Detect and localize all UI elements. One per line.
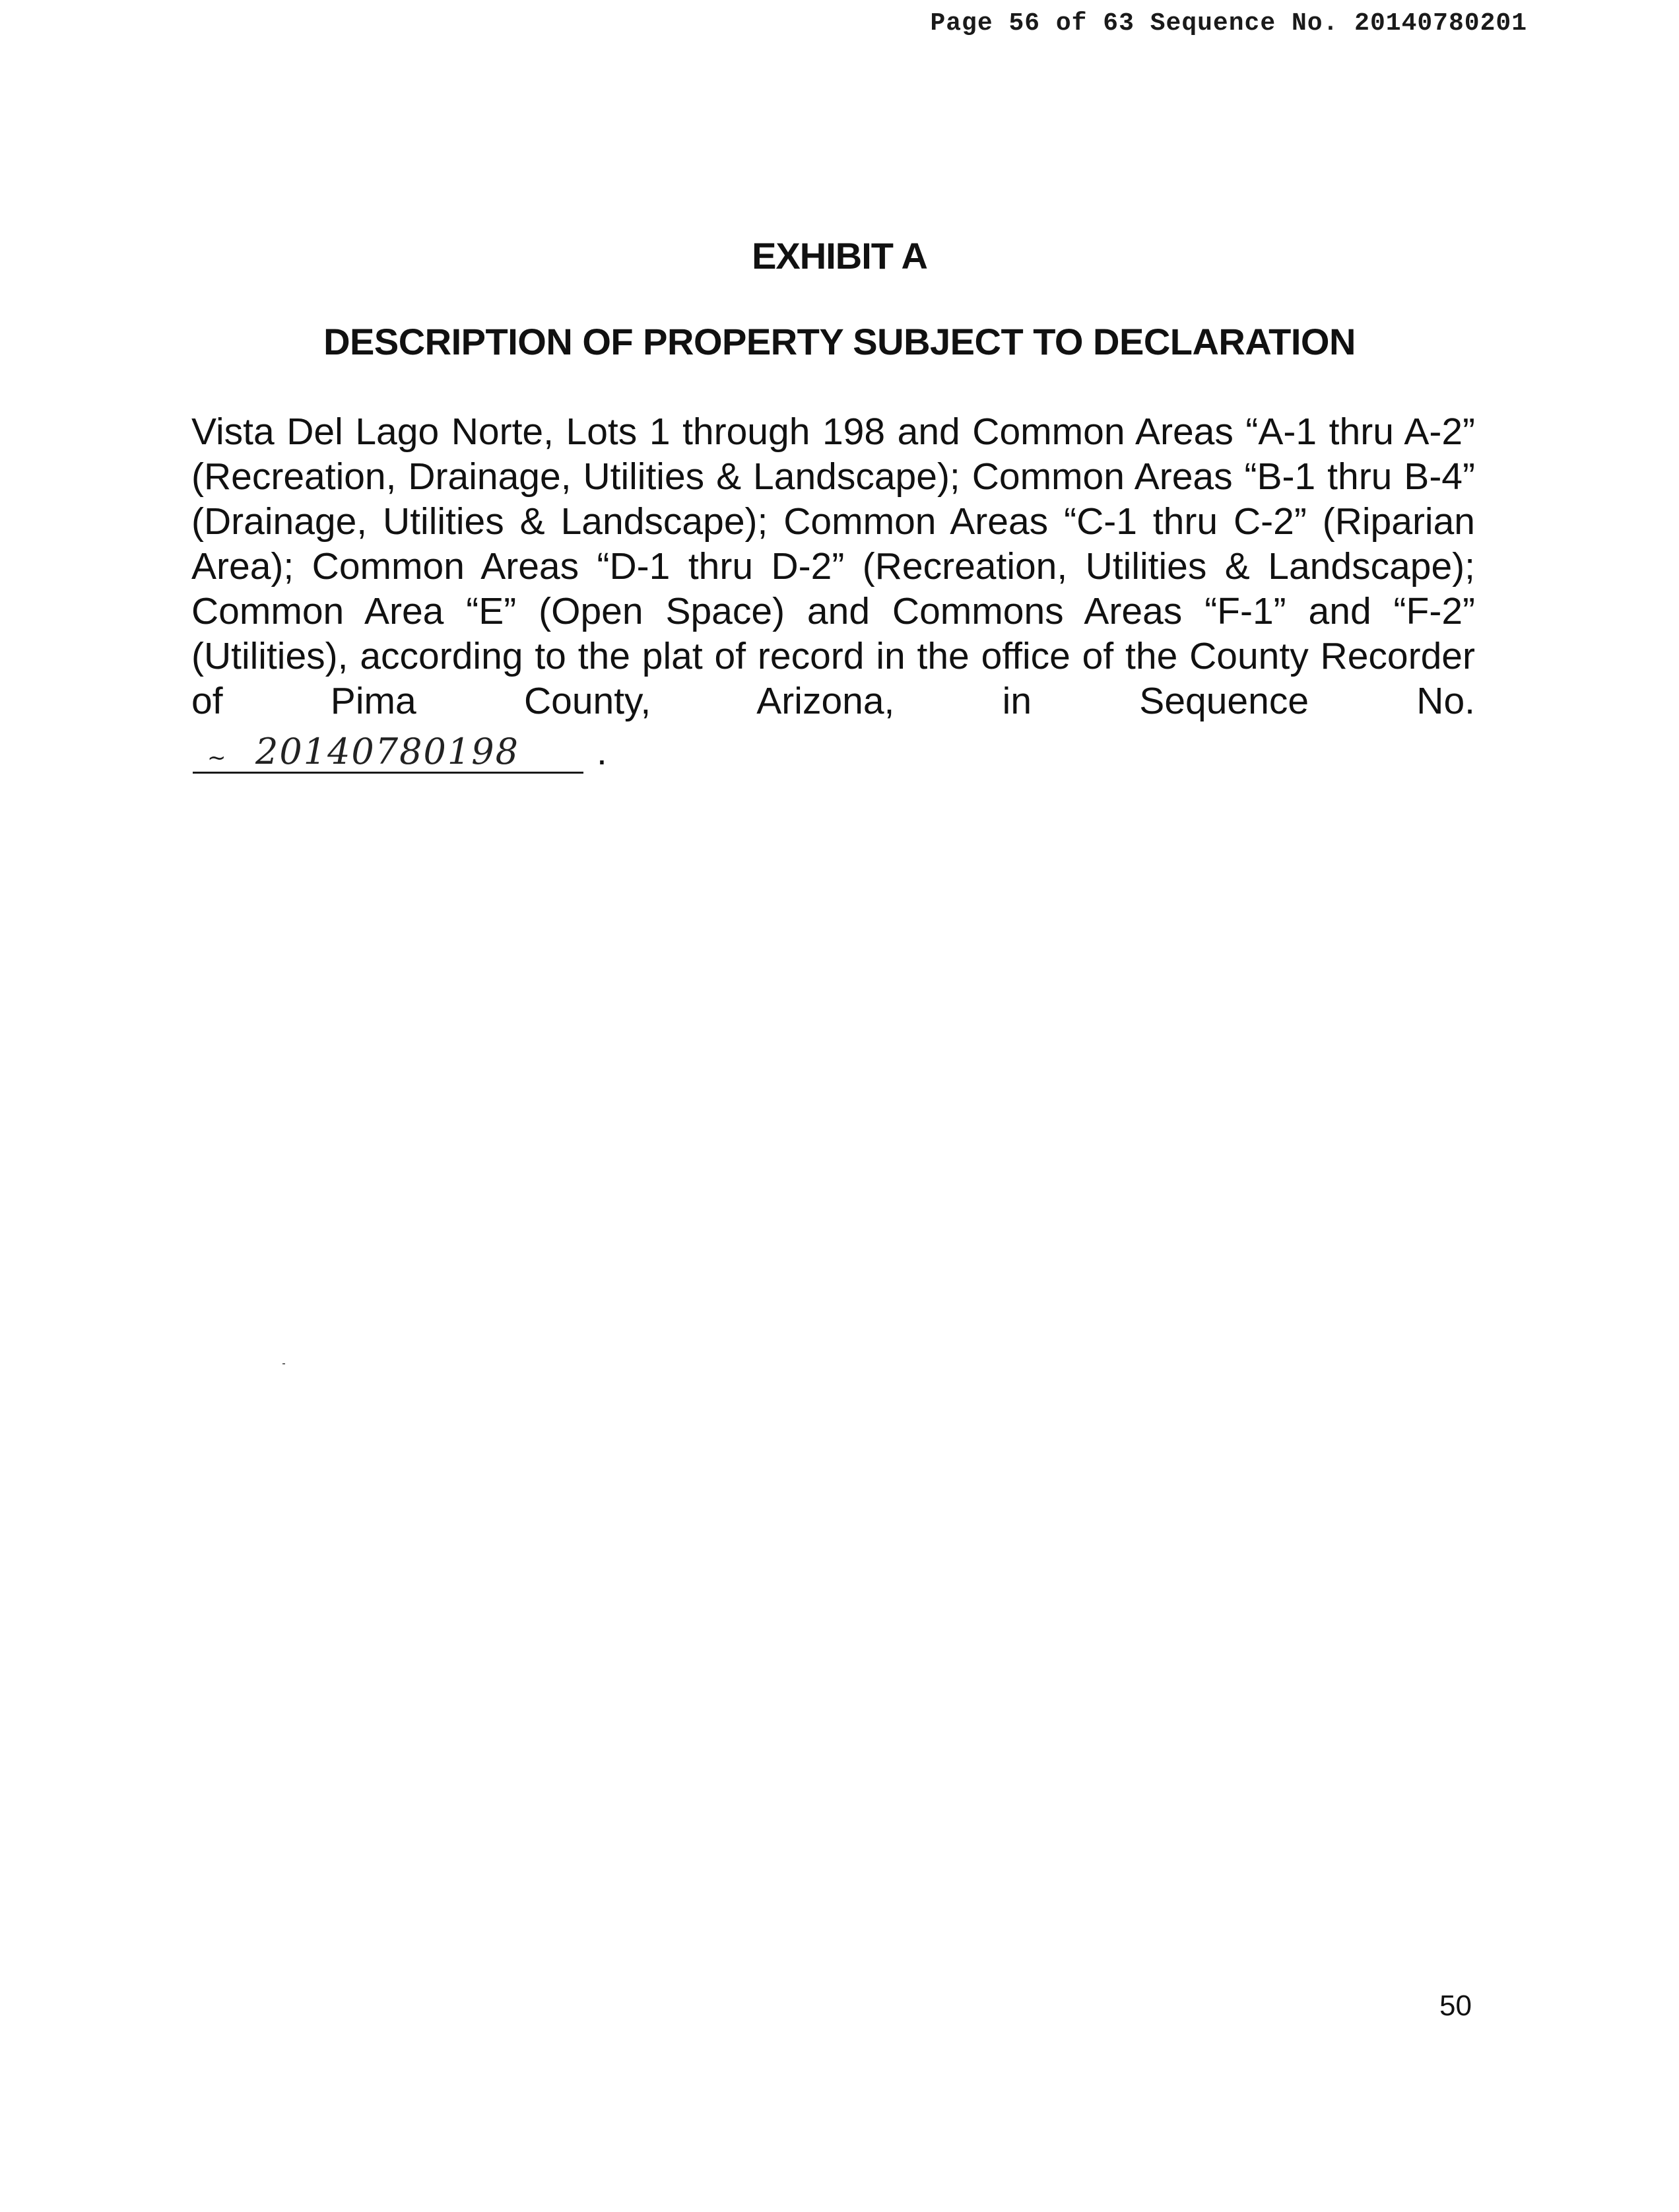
- recording-stamp: Page 56 of 63 Sequence No. 20140780201: [930, 9, 1527, 38]
- sequence-number-line: [193, 731, 607, 779]
- exhibit-subtitle: DESCRIPTION OF PROPERTY SUBJECT TO DECLARATION: [323, 321, 1356, 362]
- scan-speck: [282, 1363, 285, 1364]
- handwritten-sequence-number: 20140780198: [255, 731, 519, 772]
- property-description: Vista Del Lago Norte, Lots 1 through 198 and Common Areas “A-1 thru A-2” (Recreation, Drainage, Utilities & Landscape); Common Areas “B-1 thru B-4” (Drainage, Utilities & Landscape); Common Areas “C-1 thru C-2” (Riparian Area); Common Areas “D-1 thru D-2” (Recreation, Utilities & Landscape); Common Area “E” (Open Space) and Commons Areas “F-1” and “F-2” (Utilities), according to the plat of record in the office of the County Recorder of Pima County, Arizona, in Sequence No.: [191, 411, 1475, 722]
- exhibit-title: EXHIBIT A: [752, 235, 927, 277]
- pen-stroke-mark: ~: [207, 745, 226, 771]
- sentence-period: .: [597, 731, 607, 773]
- page-number: 50: [1439, 1990, 1472, 2022]
